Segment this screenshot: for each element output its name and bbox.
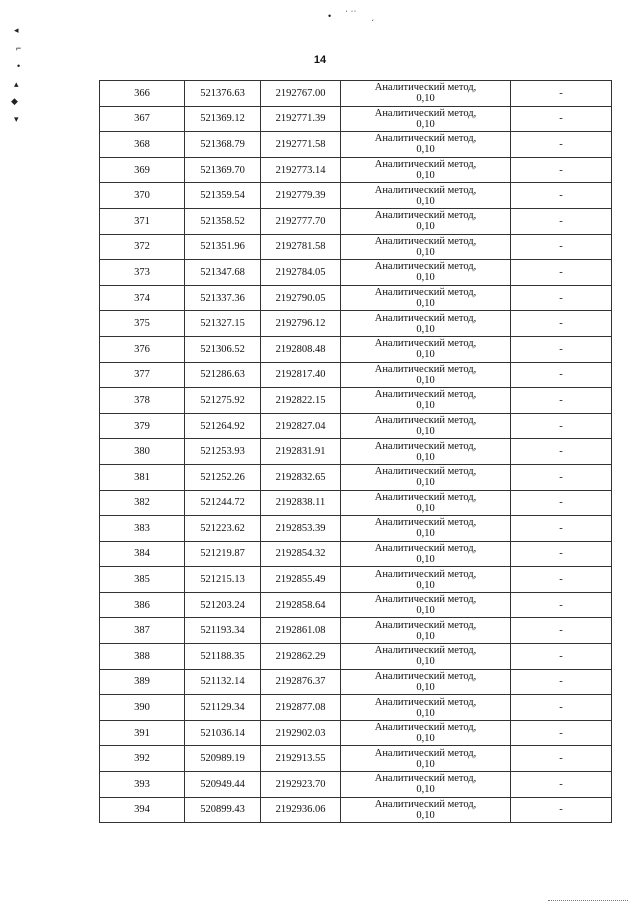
method-cell <box>341 260 511 286</box>
scan-mark-top: ˏ <box>371 11 374 21</box>
point-number: 382 <box>100 490 185 516</box>
page-number: 14 <box>313 54 327 66</box>
scan-bottom-line <box>548 900 628 901</box>
coord-y: 2192771.58 <box>261 132 341 158</box>
coord-x: 521306.52 <box>185 336 261 362</box>
method-label: Аналитический метод, <box>374 184 477 196</box>
method-precision: 0,10 <box>416 221 435 233</box>
method-cell <box>341 234 511 260</box>
accuracy-cell: - <box>511 157 612 183</box>
method-cell <box>341 311 511 337</box>
method-label: Аналитический метод, <box>374 261 477 273</box>
coord-y: 2192771.39 <box>261 106 341 132</box>
table-row <box>100 720 612 746</box>
method-label: Аналитический метод, <box>374 517 477 529</box>
table-row <box>100 157 612 183</box>
method-label: Аналитический метод, <box>374 670 477 682</box>
method-label: Аналитический метод, <box>374 363 477 375</box>
scan-mark-top: • <box>328 11 332 21</box>
method-label: Аналитический метод, <box>374 798 477 810</box>
coord-y: 2192876.37 <box>261 669 341 695</box>
point-number: 388 <box>100 644 185 670</box>
accuracy-cell: - <box>511 106 612 132</box>
accuracy-cell: - <box>511 567 612 593</box>
method-precision: 0,10 <box>416 298 435 310</box>
method-label: Аналитический метод, <box>374 210 477 222</box>
table-row <box>100 464 612 490</box>
point-number: 380 <box>100 439 185 465</box>
point-number: 378 <box>100 388 185 414</box>
scan-mark-margin: ▴ <box>14 79 19 89</box>
method-precision: 0,10 <box>416 605 435 617</box>
coord-y: 2192902.03 <box>261 720 341 746</box>
method-cell <box>341 106 511 132</box>
coord-x: 521347.68 <box>185 260 261 286</box>
coord-x: 521036.14 <box>185 720 261 746</box>
coordinates-table-body <box>100 81 612 823</box>
table-row <box>100 541 612 567</box>
method-cell <box>341 618 511 644</box>
coord-x: 521188.35 <box>185 644 261 670</box>
accuracy-cell: - <box>511 772 612 798</box>
coord-x: 521359.54 <box>185 183 261 209</box>
point-number: 367 <box>100 106 185 132</box>
method-label: Аналитический метод, <box>374 338 477 350</box>
method-precision: 0,10 <box>416 272 435 284</box>
coordinates-table <box>99 80 612 823</box>
accuracy-cell: - <box>511 234 612 260</box>
coord-x: 521376.63 <box>185 81 261 107</box>
coord-y: 2192877.08 <box>261 695 341 721</box>
point-number: 384 <box>100 541 185 567</box>
method-cell <box>341 336 511 362</box>
method-precision: 0,10 <box>416 451 435 463</box>
method-cell <box>341 464 511 490</box>
coord-y: 2192808.48 <box>261 336 341 362</box>
accuracy-cell: - <box>511 362 612 388</box>
method-label: Аналитический метод, <box>374 133 477 145</box>
table-row <box>100 81 612 107</box>
coord-x: 521369.70 <box>185 157 261 183</box>
point-number: 391 <box>100 720 185 746</box>
point-number: 368 <box>100 132 185 158</box>
table-row <box>100 695 612 721</box>
table-row <box>100 618 612 644</box>
accuracy-cell: - <box>511 260 612 286</box>
table-row <box>100 490 612 516</box>
coord-y: 2192923.70 <box>261 772 341 798</box>
method-label: Аналитический метод, <box>374 389 477 401</box>
method-label: Аналитический метод, <box>374 542 477 554</box>
scan-mark-margin: ◂ <box>14 25 19 35</box>
table-row <box>100 106 612 132</box>
coord-y: 2192831.91 <box>261 439 341 465</box>
method-cell <box>341 746 511 772</box>
accuracy-cell: - <box>511 490 612 516</box>
table-row <box>100 746 612 772</box>
coord-y: 2192790.05 <box>261 285 341 311</box>
coord-y: 2192853.39 <box>261 516 341 542</box>
method-precision: 0,10 <box>416 758 435 770</box>
point-number: 381 <box>100 464 185 490</box>
method-precision: 0,10 <box>416 349 435 361</box>
point-number: 390 <box>100 695 185 721</box>
point-number: 369 <box>100 157 185 183</box>
method-label: Аналитический метод, <box>374 466 477 478</box>
point-number: 379 <box>100 413 185 439</box>
accuracy-cell: - <box>511 797 612 823</box>
method-cell <box>341 644 511 670</box>
scan-mark-margin: ▾ <box>14 114 19 124</box>
table-row <box>100 234 612 260</box>
method-cell <box>341 695 511 721</box>
table-row <box>100 183 612 209</box>
coord-x: 521358.52 <box>185 208 261 234</box>
method-precision: 0,10 <box>416 579 435 591</box>
coord-y: 2192781.58 <box>261 234 341 260</box>
method-cell <box>341 567 511 593</box>
table-row <box>100 336 612 362</box>
method-cell <box>341 132 511 158</box>
point-number: 371 <box>100 208 185 234</box>
method-precision: 0,10 <box>416 323 435 335</box>
point-number: 375 <box>100 311 185 337</box>
coord-y: 2192855.49 <box>261 567 341 593</box>
method-label: Аналитический метод, <box>374 415 477 427</box>
coord-y: 2192913.55 <box>261 746 341 772</box>
coord-x: 521286.63 <box>185 362 261 388</box>
point-number: 383 <box>100 516 185 542</box>
coord-y: 2192854.32 <box>261 541 341 567</box>
method-cell <box>341 285 511 311</box>
method-label: Аналитический метод, <box>374 287 477 299</box>
accuracy-cell: - <box>511 592 612 618</box>
method-cell <box>341 720 511 746</box>
table-row <box>100 260 612 286</box>
point-number: 366 <box>100 81 185 107</box>
coord-y: 2192777.70 <box>261 208 341 234</box>
method-cell <box>341 81 511 107</box>
method-precision: 0,10 <box>416 426 435 438</box>
method-precision: 0,10 <box>416 707 435 719</box>
accuracy-cell: - <box>511 516 612 542</box>
method-precision: 0,10 <box>416 477 435 489</box>
coord-x: 521264.92 <box>185 413 261 439</box>
coord-y: 2192861.08 <box>261 618 341 644</box>
point-number: 370 <box>100 183 185 209</box>
method-precision: 0,10 <box>416 656 435 668</box>
table-row <box>100 772 612 798</box>
method-precision: 0,10 <box>416 374 435 386</box>
coord-x: 521253.93 <box>185 439 261 465</box>
coord-x: 521223.62 <box>185 516 261 542</box>
method-precision: 0,10 <box>416 733 435 745</box>
point-number: 393 <box>100 772 185 798</box>
method-label: Аналитический метод, <box>374 773 477 785</box>
method-precision: 0,10 <box>416 195 435 207</box>
accuracy-cell: - <box>511 311 612 337</box>
table-row <box>100 439 612 465</box>
method-precision: 0,10 <box>416 630 435 642</box>
point-number: 376 <box>100 336 185 362</box>
method-precision: 0,10 <box>416 246 435 258</box>
coord-x: 521351.96 <box>185 234 261 260</box>
method-precision: 0,10 <box>416 681 435 693</box>
accuracy-cell: - <box>511 618 612 644</box>
method-cell <box>341 157 511 183</box>
method-precision: 0,10 <box>416 809 435 821</box>
accuracy-cell: - <box>511 644 612 670</box>
point-number: 394 <box>100 797 185 823</box>
accuracy-cell: - <box>511 720 612 746</box>
method-cell <box>341 388 511 414</box>
method-label: Аналитический метод, <box>374 491 477 503</box>
table-row <box>100 669 612 695</box>
table-row <box>100 208 612 234</box>
table-row <box>100 362 612 388</box>
table-row <box>100 311 612 337</box>
method-precision: 0,10 <box>416 93 435 105</box>
method-cell <box>341 772 511 798</box>
point-number: 374 <box>100 285 185 311</box>
point-number: 387 <box>100 618 185 644</box>
point-number: 373 <box>100 260 185 286</box>
method-label: Аналитический метод, <box>374 440 477 452</box>
point-number: 389 <box>100 669 185 695</box>
method-cell <box>341 439 511 465</box>
table-row <box>100 797 612 823</box>
coord-x: 521337.36 <box>185 285 261 311</box>
table-row <box>100 567 612 593</box>
accuracy-cell: - <box>511 208 612 234</box>
table-row <box>100 592 612 618</box>
table-row <box>100 644 612 670</box>
accuracy-cell: - <box>511 695 612 721</box>
method-precision: 0,10 <box>416 784 435 796</box>
accuracy-cell: - <box>511 81 612 107</box>
table-row <box>100 132 612 158</box>
coord-x: 520989.19 <box>185 746 261 772</box>
accuracy-cell: - <box>511 541 612 567</box>
method-cell <box>341 592 511 618</box>
method-label: Аналитический метод, <box>374 82 477 94</box>
coord-x: 521368.79 <box>185 132 261 158</box>
accuracy-cell: - <box>511 669 612 695</box>
method-label: Аналитический метод, <box>374 107 477 119</box>
method-precision: 0,10 <box>416 553 435 565</box>
method-cell <box>341 797 511 823</box>
coord-x: 521203.24 <box>185 592 261 618</box>
coord-x: 521193.34 <box>185 618 261 644</box>
coord-y: 2192796.12 <box>261 311 341 337</box>
accuracy-cell: - <box>511 439 612 465</box>
coord-y: 2192773.14 <box>261 157 341 183</box>
coord-y: 2192817.40 <box>261 362 341 388</box>
coord-x: 521327.15 <box>185 311 261 337</box>
method-label: Аналитический метод, <box>374 747 477 759</box>
coord-x: 521219.87 <box>185 541 261 567</box>
method-label: Аналитический метод, <box>374 645 477 657</box>
coord-y: 2192832.65 <box>261 464 341 490</box>
method-label: Аналитический метод, <box>374 159 477 171</box>
coord-y: 2192779.39 <box>261 183 341 209</box>
point-number: 385 <box>100 567 185 593</box>
scan-mark-margin: ◆ <box>11 96 18 106</box>
method-label: Аналитический метод, <box>374 568 477 580</box>
method-precision: 0,10 <box>416 502 435 514</box>
method-precision: 0,10 <box>416 400 435 412</box>
method-cell <box>341 362 511 388</box>
coord-y: 2192767.00 <box>261 81 341 107</box>
point-number: 372 <box>100 234 185 260</box>
coord-x: 520899.43 <box>185 797 261 823</box>
method-cell <box>341 413 511 439</box>
table-row <box>100 516 612 542</box>
coord-y: 2192936.06 <box>261 797 341 823</box>
coord-y: 2192858.64 <box>261 592 341 618</box>
point-number: 386 <box>100 592 185 618</box>
coord-x: 521275.92 <box>185 388 261 414</box>
scan-mark-margin: • <box>17 61 21 71</box>
scan-mark-margin: ⌐ <box>16 43 22 53</box>
accuracy-cell: - <box>511 132 612 158</box>
method-label: Аналитический метод, <box>374 619 477 631</box>
method-cell <box>341 516 511 542</box>
coord-x: 521132.14 <box>185 669 261 695</box>
scan-mark-top: ˈ ˈˈ <box>345 9 357 19</box>
coord-x: 521252.26 <box>185 464 261 490</box>
accuracy-cell: - <box>511 746 612 772</box>
accuracy-cell: - <box>511 413 612 439</box>
method-precision: 0,10 <box>416 118 435 130</box>
point-number: 392 <box>100 746 185 772</box>
method-cell <box>341 669 511 695</box>
table-row <box>100 285 612 311</box>
method-label: Аналитический метод, <box>374 722 477 734</box>
method-cell <box>341 541 511 567</box>
coord-x: 521369.12 <box>185 106 261 132</box>
table-row <box>100 413 612 439</box>
accuracy-cell: - <box>511 464 612 490</box>
coord-y: 2192827.04 <box>261 413 341 439</box>
accuracy-cell: - <box>511 285 612 311</box>
coord-x: 521244.72 <box>185 490 261 516</box>
method-precision: 0,10 <box>416 170 435 182</box>
coord-x: 521215.13 <box>185 567 261 593</box>
coord-y: 2192862.29 <box>261 644 341 670</box>
accuracy-cell: - <box>511 388 612 414</box>
coord-x: 520949.44 <box>185 772 261 798</box>
method-precision: 0,10 <box>416 528 435 540</box>
accuracy-cell: - <box>511 183 612 209</box>
coord-y: 2192822.15 <box>261 388 341 414</box>
method-cell <box>341 208 511 234</box>
method-cell <box>341 490 511 516</box>
accuracy-cell: - <box>511 336 612 362</box>
method-label: Аналитический метод, <box>374 696 477 708</box>
table-row <box>100 388 612 414</box>
coord-y: 2192784.05 <box>261 260 341 286</box>
method-precision: 0,10 <box>416 144 435 156</box>
method-label: Аналитический метод, <box>374 235 477 247</box>
method-cell <box>341 183 511 209</box>
coord-x: 521129.34 <box>185 695 261 721</box>
method-label: Аналитический метод, <box>374 594 477 606</box>
method-label: Аналитический метод, <box>374 312 477 324</box>
coord-y: 2192838.11 <box>261 490 341 516</box>
point-number: 377 <box>100 362 185 388</box>
